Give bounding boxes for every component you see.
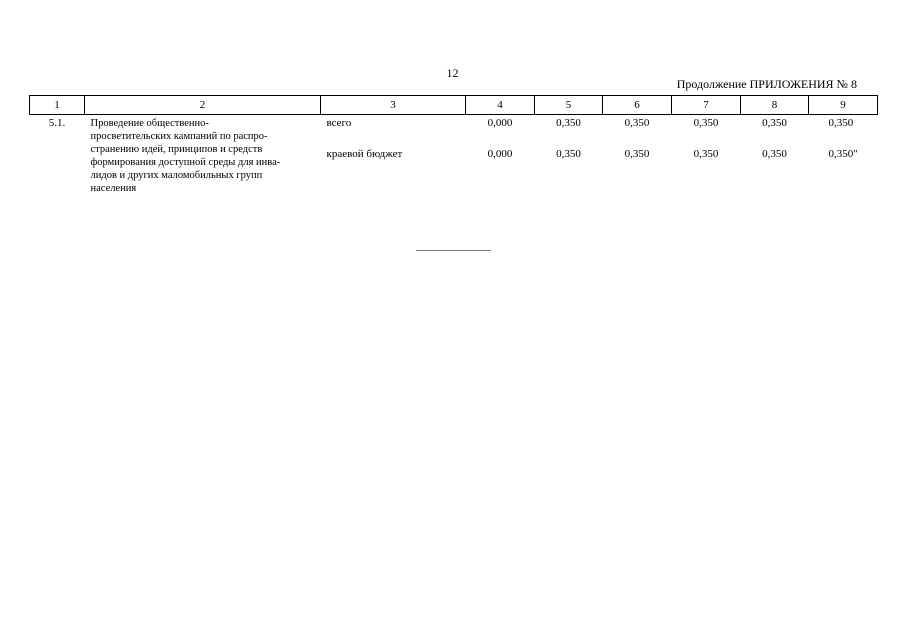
value-cell: 0,000 xyxy=(487,117,513,129)
description-line: Проведение общественно- xyxy=(90,118,209,129)
description-line: лидов и других маломобильных групп xyxy=(90,170,263,181)
value-cell: 0,350 xyxy=(693,148,719,160)
value-cell: 0,000 xyxy=(487,148,513,160)
header-cell-4: 4 xyxy=(466,96,535,115)
value-cell: 0,350 xyxy=(556,148,581,160)
source-total: всего xyxy=(326,117,352,129)
page-number: 12 xyxy=(446,66,459,80)
header-cell-1: 1 xyxy=(30,96,85,115)
value-col-4 xyxy=(466,115,535,196)
value-col-8 xyxy=(741,115,809,196)
source-regional-budget: краевой бюджет xyxy=(326,148,403,160)
description-line: просветительских кампаний по распро- xyxy=(90,131,268,142)
header-row xyxy=(30,96,878,115)
header-cell-7: 7 xyxy=(672,96,741,115)
description-line: странению идей, принципов и средств xyxy=(90,144,263,155)
description-line: населения xyxy=(90,183,137,194)
value-col-9 xyxy=(809,115,878,196)
table-row xyxy=(30,115,878,196)
value-cell: 0,350 xyxy=(693,117,719,129)
value-cell: 0,350 xyxy=(556,117,581,129)
header-cell-5: 5 xyxy=(535,96,603,115)
header-cell-3: 3 xyxy=(321,96,466,115)
value-cell: 0,350 xyxy=(828,117,854,129)
description-line: формирования доступной среды для инва- xyxy=(90,157,281,168)
header-cell-2: 2 xyxy=(85,96,321,115)
continuation-label: Продолжение ПРИЛОЖЕНИЯ № 8 xyxy=(676,77,857,91)
row-number: 5.1. xyxy=(48,117,66,129)
footer-rule xyxy=(416,250,491,251)
row-sources xyxy=(321,115,466,196)
value-cell: 0,350 xyxy=(762,117,787,129)
header-cell-8: 8 xyxy=(741,96,809,115)
header-cell-9: 9 xyxy=(809,96,878,115)
row-description xyxy=(85,115,321,196)
value-col-5 xyxy=(535,115,603,196)
value-cell: 0,350 xyxy=(762,148,787,160)
value-col-7 xyxy=(672,115,741,196)
header-cell-6: 6 xyxy=(603,96,672,115)
appendix-table xyxy=(29,95,878,195)
value-cell: 0,350" xyxy=(828,148,858,160)
value-cell: 0,350 xyxy=(624,117,650,129)
value-cell: 0,350 xyxy=(624,148,650,160)
value-col-6 xyxy=(603,115,672,196)
